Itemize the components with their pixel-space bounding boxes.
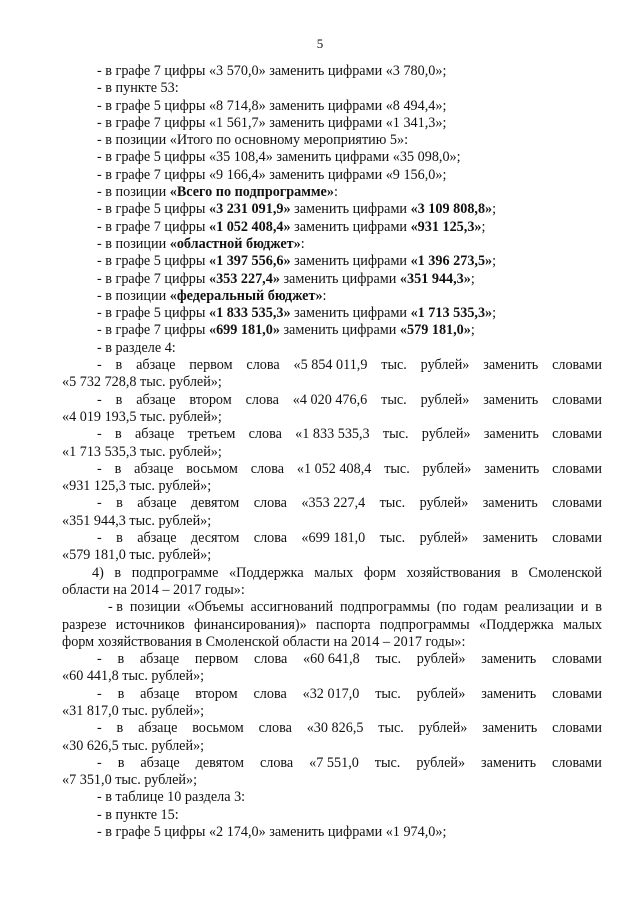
word: в <box>117 685 125 702</box>
text-line: «30 626,5 тыс. рублей»; <box>62 737 205 754</box>
text-line: - в графе 5 цифры «35 108,4» заменить цифрами «35 098,0»; <box>97 149 461 166</box>
text-run: : <box>322 287 327 304</box>
word: - <box>97 651 102 668</box>
text-run: ; <box>492 201 497 218</box>
word: заменить <box>483 391 539 408</box>
text-run: - в позиции <box>97 184 170 201</box>
word: абзаце <box>137 495 177 512</box>
word: абзаце <box>138 720 178 737</box>
justified-line <box>62 392 602 409</box>
word: «5 854 011,9 <box>293 357 368 374</box>
word: восьмом <box>192 720 244 737</box>
word: слова <box>254 651 288 668</box>
text-run: - в графе 5 цифры <box>97 201 209 218</box>
text-run: - в позиции <box>97 287 170 304</box>
word: - <box>97 460 102 477</box>
text-line: «931 125,3 тыс. рублей»; <box>62 478 212 495</box>
word: словами <box>552 530 602 547</box>
word: - в <box>108 599 123 616</box>
word: малых <box>314 564 354 581</box>
justified-line <box>62 530 602 547</box>
bold-text: «федеральный бюджет» <box>169 287 323 304</box>
bold-text: «3 231 091,9» <box>208 201 291 218</box>
word: «30 826,5 <box>306 720 364 737</box>
justified-line <box>62 426 602 443</box>
text-run: заменить цифрами <box>290 253 411 270</box>
word: рублей» <box>419 495 469 512</box>
text-run: заменить цифрами <box>279 270 400 287</box>
justified-line <box>62 357 602 374</box>
word: заменить <box>481 754 537 771</box>
text-line <box>62 288 602 305</box>
text-line: «1 713 535,3 тыс. рублей»; <box>62 443 222 460</box>
justified-line <box>62 755 602 772</box>
word: годам <box>463 599 498 616</box>
word: - <box>97 754 102 771</box>
bold-text: «699 181,0» <box>208 322 280 339</box>
word: абзаце <box>136 391 176 408</box>
justified-line <box>62 651 602 668</box>
word: слова <box>245 391 279 408</box>
word: словами <box>552 720 602 737</box>
word: словами <box>552 460 602 477</box>
word: заменить <box>484 460 540 477</box>
word: в <box>115 426 122 443</box>
word: финансирования)» <box>193 616 307 633</box>
word: тыс. <box>379 495 406 512</box>
text-line <box>62 219 602 236</box>
bold-text: «351 944,3» <box>399 270 471 287</box>
text-line <box>62 271 602 288</box>
word: разрезе <box>62 616 107 633</box>
word: заменить <box>482 530 538 547</box>
word: слова <box>253 495 287 512</box>
text-run: ; <box>492 253 497 270</box>
word: - <box>97 495 102 512</box>
justified-line <box>62 565 602 582</box>
text-line: - в графе 7 цифры «3 570,0» заменить цифрами «3 780,0»; <box>97 63 447 79</box>
word: малых <box>562 616 602 633</box>
word: словами <box>552 357 602 374</box>
word: форм <box>363 564 396 581</box>
word: заменить <box>482 720 538 737</box>
text-line: - в графе 7 цифры «1 561,7» заменить цифрами «1 341,3»; <box>97 114 447 131</box>
word: «Объемы <box>187 599 244 616</box>
word: девятом <box>190 495 240 512</box>
word: первом <box>189 357 233 374</box>
justified-line <box>62 617 602 634</box>
word: заменить <box>481 651 537 668</box>
text-run: : <box>300 235 305 252</box>
text-run: - в позиции <box>97 235 170 252</box>
word: в <box>116 530 123 547</box>
word: реализации <box>504 599 574 616</box>
text-run: ; <box>481 218 486 235</box>
text-run: - в графе 7 цифры <box>97 218 209 235</box>
word: рублей» <box>420 357 470 374</box>
word: в <box>114 564 122 581</box>
word: «1 833 535,3 <box>295 426 370 443</box>
word: в <box>115 391 123 408</box>
text-run: заменить цифрами <box>279 322 400 339</box>
word: заменить <box>483 426 539 443</box>
word: и <box>580 599 589 616</box>
word: первом <box>194 651 239 668</box>
text-line: «5 732 728,8 тыс. рублей»; <box>62 374 222 391</box>
word: «7 551,0 <box>309 754 359 771</box>
word: тыс. <box>381 357 407 374</box>
word: подпрограммы <box>379 616 470 633</box>
bold-text: «1 052 408,4» <box>208 218 291 235</box>
word: слова <box>259 754 294 771</box>
text-line: «60 441,8 тыс. рублей»; <box>62 668 205 685</box>
text-line: «4 019 193,5 тыс. рублей»; <box>62 408 222 425</box>
bold-text: «1 396 273,5» <box>410 253 493 270</box>
word: слова <box>246 357 280 374</box>
text-run: заменить цифрами <box>290 305 411 322</box>
word: в <box>115 357 123 374</box>
text-line: - в разделе 4: <box>97 339 176 356</box>
word: рублей» <box>421 426 471 443</box>
word: девятом <box>195 754 244 771</box>
justified-line <box>62 686 602 703</box>
document-body <box>62 63 602 841</box>
text-line: области на 2014 – 2017 годы»: <box>62 581 245 598</box>
word: в <box>116 720 124 737</box>
word: тыс. <box>382 426 409 443</box>
word: в <box>511 564 518 581</box>
text-run: ; <box>470 322 475 339</box>
justified-line <box>62 461 602 478</box>
word: в <box>595 599 602 616</box>
word: подпрограммы <box>339 599 430 616</box>
word: - <box>97 720 102 737</box>
word: (по <box>436 599 457 616</box>
bold-text: «3 109 808,8» <box>410 201 493 218</box>
word: тыс. <box>375 651 402 668</box>
text-run: заменить цифрами <box>290 201 411 218</box>
word: абзаце <box>140 754 180 771</box>
bold-text: «931 125,3» <box>410 218 482 235</box>
text-run: - в графе 7 цифры <box>97 322 209 339</box>
word: слова <box>258 720 292 737</box>
text-line: - в позиции «Итого по основному мероприятию 5»: <box>97 132 409 149</box>
bold-text: «579 181,0» <box>399 322 471 339</box>
word: абзаце <box>135 426 175 443</box>
text-run: ; <box>492 305 497 322</box>
word: абзаце <box>137 530 177 547</box>
word: «4 020 476,6 <box>292 391 368 408</box>
text-run: - в графе 5 цифры <box>97 253 209 270</box>
text-run: заменить цифрами <box>290 218 411 235</box>
text-line: - в пункте 53: <box>97 80 179 97</box>
text-line: «31 817,0 тыс. рублей»; <box>62 702 205 719</box>
word: абзаце <box>134 460 174 477</box>
word: словами <box>552 495 602 512</box>
word: словами <box>552 685 602 702</box>
text-line: форм хозяйствования в Смоленской области на 2014 – 2017 годы»: <box>62 633 466 650</box>
word: «699 181,0 <box>301 530 366 547</box>
bold-text: «353 227,4» <box>208 270 280 287</box>
word: тыс. <box>375 685 401 702</box>
text-line <box>62 236 602 253</box>
text-line: «7 351,0 тыс. рублей»; <box>62 772 198 789</box>
word: подпрограмме <box>131 564 219 581</box>
word: словами <box>552 426 602 443</box>
bold-text: «областной бюджет» <box>169 235 301 252</box>
word: словами <box>552 651 602 668</box>
word: тыс. <box>381 391 407 408</box>
word: в <box>117 754 125 771</box>
word: в <box>116 495 123 512</box>
word: - <box>97 685 102 702</box>
justified-line <box>62 720 602 737</box>
word: слова <box>248 426 282 443</box>
bold-text: «Всего по подпрограмме» <box>169 184 334 201</box>
text-run: : <box>333 184 338 201</box>
word: тыс. <box>384 460 410 477</box>
word: заменить <box>483 357 539 374</box>
word: 4) <box>92 564 104 581</box>
text-line: «351 944,3 тыс. рублей»; <box>62 512 212 529</box>
text-line <box>62 201 602 218</box>
justified-line <box>62 599 602 616</box>
word: втором <box>195 685 238 702</box>
word: слова <box>253 530 288 547</box>
word: - <box>97 357 102 374</box>
word: словами <box>552 391 602 408</box>
word: слова <box>250 460 285 477</box>
word: рублей» <box>416 685 466 702</box>
bold-text: «1 713 535,3» <box>410 305 493 322</box>
word: втором <box>189 391 232 408</box>
word: - <box>97 426 102 443</box>
word: восьмом <box>186 460 238 477</box>
word: тыс. <box>378 720 404 737</box>
justified-line <box>62 495 602 512</box>
text-line <box>62 184 602 201</box>
word: рублей» <box>422 460 472 477</box>
word: «32 017,0 <box>302 685 360 702</box>
text-run: - в графе 5 цифры <box>97 305 209 322</box>
word: позиции <box>129 599 181 616</box>
text-line <box>62 253 602 270</box>
word: заменить <box>482 495 538 512</box>
word: тыс. <box>379 530 406 547</box>
word: «60 641,8 <box>303 651 360 668</box>
word: источников <box>115 616 185 633</box>
word: «Поддержка <box>229 564 304 581</box>
word: паспорта <box>315 616 371 633</box>
bold-text: «1 833 535,3» <box>208 305 291 322</box>
word: «1 052 408,4 <box>296 460 372 477</box>
word: десятом <box>190 530 240 547</box>
word: - <box>97 530 102 547</box>
word: рублей» <box>419 530 469 547</box>
word: в <box>117 651 125 668</box>
word: рублей» <box>416 754 466 771</box>
word: абзаце <box>139 651 180 668</box>
word: абзаце <box>136 357 176 374</box>
word: «353 227,4 <box>301 495 366 512</box>
bold-text: «1 397 556,6» <box>208 253 291 270</box>
word: хозяйствования <box>406 564 501 581</box>
word: словами <box>552 754 602 771</box>
word: в <box>114 460 122 477</box>
text-line: - в графе 5 цифры «8 714,8» заменить цифрами «8 494,4»; <box>97 97 447 114</box>
text-run: - в графе 7 цифры <box>97 270 209 287</box>
word: «Поддержка <box>479 616 554 633</box>
word: заменить <box>481 685 537 702</box>
text-line: - в графе 5 цифры «2 174,0» заменить цифрами «1 974,0»; <box>97 824 447 841</box>
text-line: - в пункте 15: <box>97 806 179 823</box>
word: рублей» <box>416 651 466 668</box>
word: третьем <box>187 426 236 443</box>
text-run: ; <box>470 270 475 287</box>
word: тыс. <box>374 754 401 771</box>
word: - <box>97 391 102 408</box>
word: рублей» <box>418 720 468 737</box>
word: Смоленской <box>528 564 602 581</box>
word: рублей» <box>420 391 470 408</box>
text-line <box>62 305 602 322</box>
text-line: - в графе 7 цифры «9 166,4» заменить цифрами «9 156,0»; <box>97 166 447 183</box>
text-line <box>62 322 602 339</box>
word: ассигнований <box>250 599 334 616</box>
word: слова <box>253 685 287 702</box>
word: абзаце <box>140 685 180 702</box>
text-line: - в таблице 10 раздела 3: <box>97 789 246 806</box>
page-number: 5 <box>316 36 324 51</box>
text-line: «579 181,0 тыс. рублей»; <box>62 547 212 564</box>
